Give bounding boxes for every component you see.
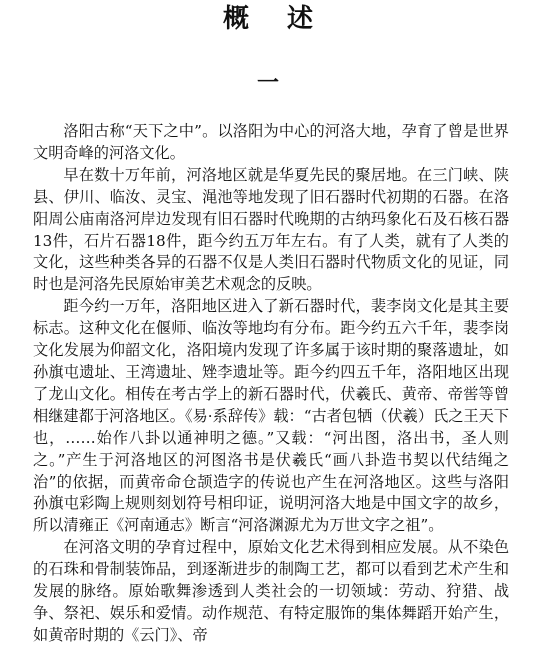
section-heading: 一 — [256, 71, 279, 96]
body-text — [33, 121, 509, 647]
paragraph-2: 早在数十万年前，河洛地区就是华夏先民的聚居地。在三门峡、陕县、伊川、临汝、灵宝、渑池等地发现了旧石器时代初期的石器。在洛阳周公庙南洛河岸边发现有旧石器时代晚期的古纳玛象化石及石核石器13件，石片石器18件，距今约五万年左右。有了人类，就有了人类的文化，这些种类各异的石器不仅是人类旧石器时代物质文化的见证，同时也是河洛先民原始审美艺术观念的反映。 — [33, 165, 509, 294]
page-title: 概述 — [222, 4, 351, 34]
paragraph-4: 在河洛文明的孕育过程中，原始文化艺术得到相应发展。从不染色的石珠和骨制装饰品，到逐渐进步的制陶工艺，都可以看到艺术产生和发展的脉络。原始歌舞渗透到人类社会的一切领域：劳动、狩猎、战争、祭祀、娱乐和爱情。动作规范、有特定服饰的集体舞蹈开始产生，如黄帝时期的《云门》、帝 — [33, 538, 509, 644]
paragraph-1: 洛阳古称“天下之中”。以洛阳为中心的河洛大地，孕育了曾是世界文明奇峰的河洛文化。 — [33, 122, 509, 162]
paragraph-3: 距今约一万年，洛阳地区进入了新石器时代，裴李岗文化是其主要标志。这种文化在偃师、临汝等地均有分布。距今约五六千年，裴李岗文化发展为仰韶文化，洛阳境内发现了许多属于该时期的聚落遗址，如孙旗屯遗址、王湾遗址、矬李遗址等。距今约四五千年，洛阳地区出现了龙山文化。相传在考古学上的新石器时代，伏羲氏、黄帝、帝喾等曾相继建都于河洛地区。《易·系辞传》载：“古者包牺（伏羲）氏之王天下也，……始作八卦以通神明之德。”又载：“河出图，洛出书，圣人则之。”产生于河洛地区的河图洛书是伏羲氏“画八卦造书契以代结绳之治”的依据，而黄帝命仓颉造字的传说也产生在河洛地区。这些与洛阳孙旗屯彩陶上规则刻划符号相印证，说明河洛大地是中国文字的故乡，所以清雍正《河南通志》断言“河洛渊源尤为万世文字之祖”。 — [33, 297, 509, 535]
